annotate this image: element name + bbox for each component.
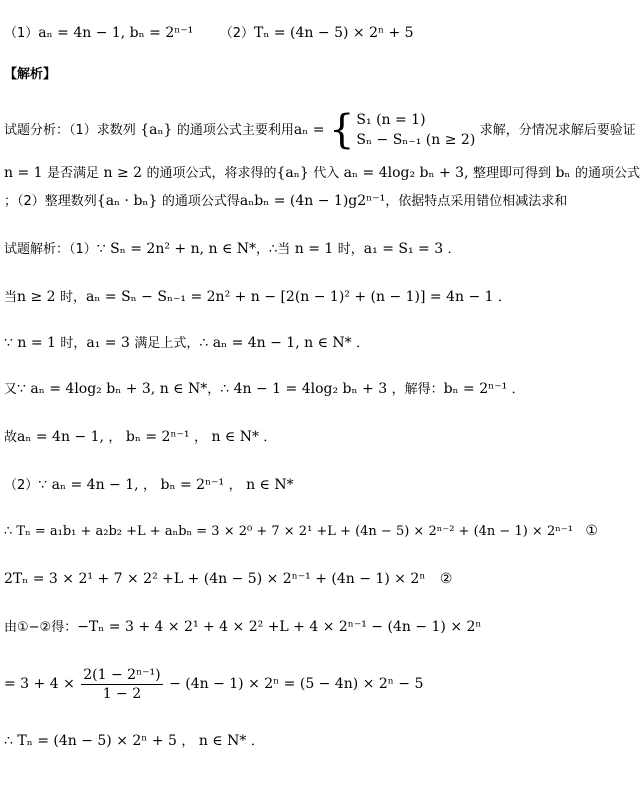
solution-text: ． xyxy=(511,382,525,397)
math-inline: bₙ = 2ⁿ⁻¹ xyxy=(160,477,225,493)
math-inline: aₙ = Sₙ − Sₙ₋₁ = 2n² + n − [2(n − 1)² + (n − 1)] = 4n − 1 xyxy=(86,289,494,305)
solution-text: 试题解析：（1） xyxy=(4,242,97,257)
solution-text: ， xyxy=(108,430,122,445)
solution-line-2 xyxy=(4,288,511,307)
analysis-heading: 【解析】 xyxy=(4,67,57,82)
math-inline: n = 1 xyxy=(4,165,43,181)
math-inline: = 3 + 4 × xyxy=(4,676,75,692)
solution-text: 时， xyxy=(337,242,364,257)
math-inline: ∴ 4n − 1 = 4log₂ bₙ + 3 xyxy=(220,381,388,397)
math-inline: bₙ = 2ⁿ⁻¹ xyxy=(125,429,190,445)
final-result-line xyxy=(4,732,264,751)
answer-part2-number: （2） xyxy=(219,26,255,41)
math-inline: bₙ = 2ⁿ⁻¹ xyxy=(443,381,508,397)
answer-part2-expr: Tₙ = (4n − 5) × 2ⁿ + 5 xyxy=(254,25,414,41)
solution-text: 由①−②得： xyxy=(4,620,78,635)
math-inline: n = 1 xyxy=(294,241,334,257)
math-inline: a₁ = 3 xyxy=(86,335,130,351)
solution-line-4 xyxy=(4,380,525,399)
fraction-line xyxy=(4,664,423,704)
solution-text: ． xyxy=(250,734,264,749)
analysis-text: 试题分析：（1）求数列 xyxy=(4,123,136,138)
math-inline: ∵ n = 1 xyxy=(4,335,56,351)
piecewise-cases xyxy=(356,110,475,150)
piecewise-formula xyxy=(328,107,476,153)
equation-2: 2Tₙ = 3 × 2¹ + 7 × 2² +L + (4n − 5) × 2ⁿ⁻¹ + (4n − 1) × 2ⁿ xyxy=(4,571,426,587)
math-inline: a₁ = S₁ = 3 xyxy=(363,241,444,257)
analysis-text: 的通项公式主要利用 xyxy=(176,123,294,138)
solution-text: ， xyxy=(207,382,221,397)
math-inline: ∴ Tₙ = (4n − 5) × 2ⁿ + 5 xyxy=(4,733,177,749)
analysis-text: 的通项公式，将求得的 xyxy=(146,166,277,181)
math-inline: ∵ Sₙ = 2n² + n, n ∈ N* xyxy=(96,241,257,257)
solution-text: ， xyxy=(228,478,242,493)
analysis-text: 的通项公式得 xyxy=(161,194,240,209)
analysis-text: 的通项公式 xyxy=(574,166,640,181)
solution-text: ，解得： xyxy=(391,382,444,397)
analysis-line-2 xyxy=(4,164,640,183)
analysis-text: 代入 xyxy=(313,166,340,181)
solution-text: 当 xyxy=(4,290,18,305)
solution-text: ，∴当 xyxy=(256,242,291,257)
answer-line xyxy=(4,24,414,43)
math-inline: aₙ = 4n − 1, xyxy=(17,429,109,445)
fraction xyxy=(81,666,162,703)
solution-text: 时， xyxy=(60,336,87,351)
solution-text: 故 xyxy=(4,430,18,445)
analysis-text: 整理即可得到 xyxy=(473,166,552,181)
math-inline: − (4n − 1) × 2ⁿ = (5 − 4n) × 2ⁿ − 5 xyxy=(169,676,424,692)
solution-text: 满足上式， xyxy=(134,336,200,351)
analysis-text: 求解，分情况求解后要验证 xyxy=(479,123,636,138)
solution-text: ， xyxy=(193,430,207,445)
math-inline: n ∈ N* xyxy=(198,733,247,749)
analysis-text: 是否满足 xyxy=(47,166,100,181)
math-inline: ∵ aₙ = 4log₂ bₙ + 3, n ∈ N* xyxy=(17,381,208,397)
left-brace: { xyxy=(328,107,355,153)
math-inline: ∵ aₙ = 4n − 1, xyxy=(38,477,144,493)
solution-text: 时， xyxy=(60,290,87,305)
solution-text: ． xyxy=(498,290,512,305)
fraction-denominator: 1 − 2 xyxy=(102,685,142,702)
equation-2-line xyxy=(4,570,452,588)
case-2: Sₙ − Sₙ₋₁ (n ≥ 2) xyxy=(356,132,476,148)
answer-part1-number: （1） xyxy=(4,26,39,41)
solution-text: ， xyxy=(181,734,195,749)
equation-1-line xyxy=(4,522,598,541)
math-inline: ∴ aₙ = 4n − 1, n ∈ N* xyxy=(199,335,352,351)
math-inline: n ≥ 2 xyxy=(103,165,143,181)
subtraction-line xyxy=(4,618,481,637)
math-inline: aₙbₙ = (4n − 1)g2ⁿ⁻¹ xyxy=(239,193,386,209)
math-inline: {aₙ · bₙ} xyxy=(96,193,158,209)
math-inline: bₙ xyxy=(555,165,571,181)
case-1: S₁ (n = 1) xyxy=(356,112,426,128)
solution-line-6 xyxy=(4,476,294,495)
solution-text: ． xyxy=(263,430,277,445)
solution-line-1 xyxy=(4,240,461,259)
equation-2-marker: ② xyxy=(439,571,453,587)
math-inline: {aₙ} xyxy=(276,165,309,181)
solution-text: （2） xyxy=(4,478,39,493)
math-inline: aₙ = 4log₂ bₙ + 3, xyxy=(343,165,469,181)
solution-line-3 xyxy=(4,334,369,353)
equation-1: ∴ Tₙ = a₁b₁ + a₂b₂ +L + aₙbₙ = 3 × 2⁰ + 7 × 2¹ +L + (4n − 5) × 2ⁿ⁻² + (4n − 1) × 2ⁿ⁻¹ xyxy=(4,524,573,539)
math-inline: n ∈ N* xyxy=(211,429,259,445)
sequence-an: {aₙ} xyxy=(140,122,173,138)
analysis-text: ，依据特点采用错位相减法求和 xyxy=(385,194,568,209)
equation-1-marker: ① xyxy=(585,523,598,539)
math-inline: n ∈ N* xyxy=(246,477,294,493)
math-inline: −Tₙ = 3 + 4 × 2¹ + 4 × 2² +L + 4 × 2ⁿ⁻¹ − (4n − 1) × 2ⁿ xyxy=(77,619,482,635)
solution-text: 又 xyxy=(4,382,18,397)
answer-part1-expr: aₙ = 4n − 1, bₙ = 2ⁿ⁻¹ xyxy=(38,25,194,41)
solution-line-5 xyxy=(4,428,276,447)
analysis-text: ；（2）整理数列 xyxy=(4,194,97,209)
math-inline: n ≥ 2 xyxy=(17,289,56,305)
analysis-line-1 xyxy=(4,108,636,153)
solution-text: ． xyxy=(356,336,370,351)
solution-text: ． xyxy=(447,242,461,257)
solution-text: ， xyxy=(143,478,157,493)
analysis-line-3 xyxy=(4,192,567,211)
fraction-numerator: 2(1 − 2ⁿ⁻¹) xyxy=(83,666,161,683)
an-formula-label: aₙ = xyxy=(293,122,325,138)
